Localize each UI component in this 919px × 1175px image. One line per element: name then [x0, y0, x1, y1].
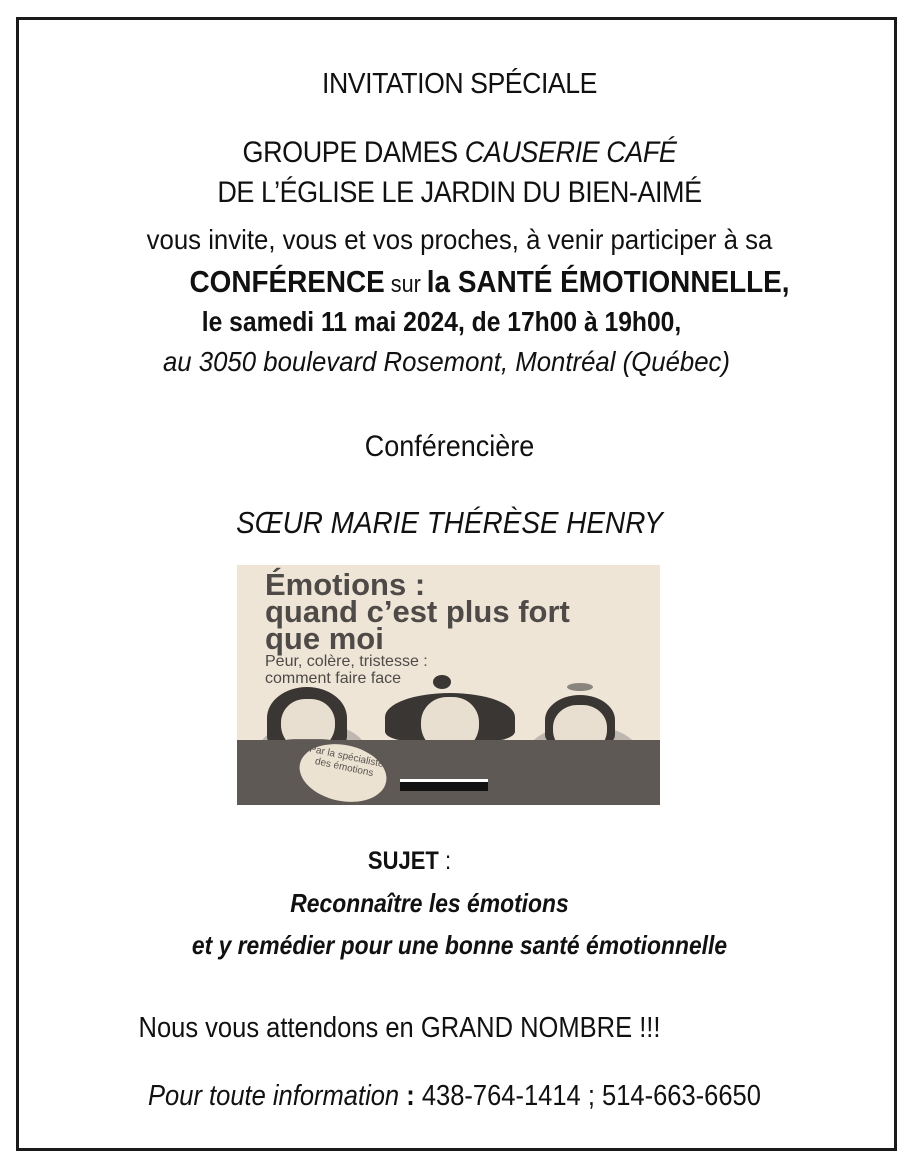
- conference-topic: [76, 264, 903, 300]
- conference-word: CONFÉRENCE: [189, 264, 385, 299]
- publisher-logo: [400, 779, 488, 791]
- group-causerie-cafe: CAUSERIE CAFÉ: [464, 136, 677, 169]
- subject-label: SUJET: [367, 847, 439, 875]
- event-address: au 3050 boulevard Rosemont, Montréal (Québec): [162, 346, 731, 377]
- topic: SANTÉ ÉMOTIONNELLE,: [457, 264, 790, 299]
- book-title-line: quand c’est plus fort: [265, 594, 570, 629]
- subject-heading: [5, 847, 814, 876]
- book-subtitle-line: comment faire face: [265, 670, 402, 687]
- book-subtitle-line: Peur, colère, tristesse :: [265, 653, 428, 670]
- event-date: le samedi 11 mai 2024, de 17h00 à 19h00,: [201, 306, 682, 337]
- group-prefix: GROUPE DAMES: [242, 136, 465, 169]
- book-title-line: que moi: [265, 621, 384, 656]
- book-badge: Par la spécialiste des émotions: [294, 736, 392, 805]
- book-title-line: Émotions :: [265, 567, 426, 602]
- speaker-label: Conférencière: [364, 430, 535, 463]
- church-name: DE L’ÉGLISE LE JARDIN DU BIEN-AIMÉ: [217, 176, 702, 209]
- speaker-name: SŒUR MARIE THÉRÈSE HENRY: [236, 505, 663, 540]
- subject-line-2: et y remédier pour une bonne santé émotionnelle: [191, 930, 728, 960]
- subject-colon: :: [438, 847, 452, 875]
- invite-intro: vous invite, vous et vos proches, à venir participer à sa: [146, 224, 773, 255]
- contact-label: Pour toute information: [148, 1080, 400, 1112]
- group-name: [46, 136, 873, 170]
- book-cover-image: [237, 565, 660, 805]
- invitation-title: INVITATION SPÉCIALE: [322, 68, 597, 100]
- sur-word: sur: [384, 271, 427, 298]
- contact-info: [50, 1080, 859, 1113]
- la-word: la: [426, 264, 458, 299]
- contact-phones: 438-764-1414 ; 514-663-6650: [421, 1080, 761, 1112]
- subject-line-1: Reconnaître les émotions: [290, 888, 569, 918]
- contact-colon: :: [399, 1080, 422, 1112]
- book-subtitle: [265, 653, 428, 687]
- book-title: [265, 567, 570, 656]
- closing-message: Nous vous attendons en GRAND NOMBRE !!!: [138, 1012, 661, 1044]
